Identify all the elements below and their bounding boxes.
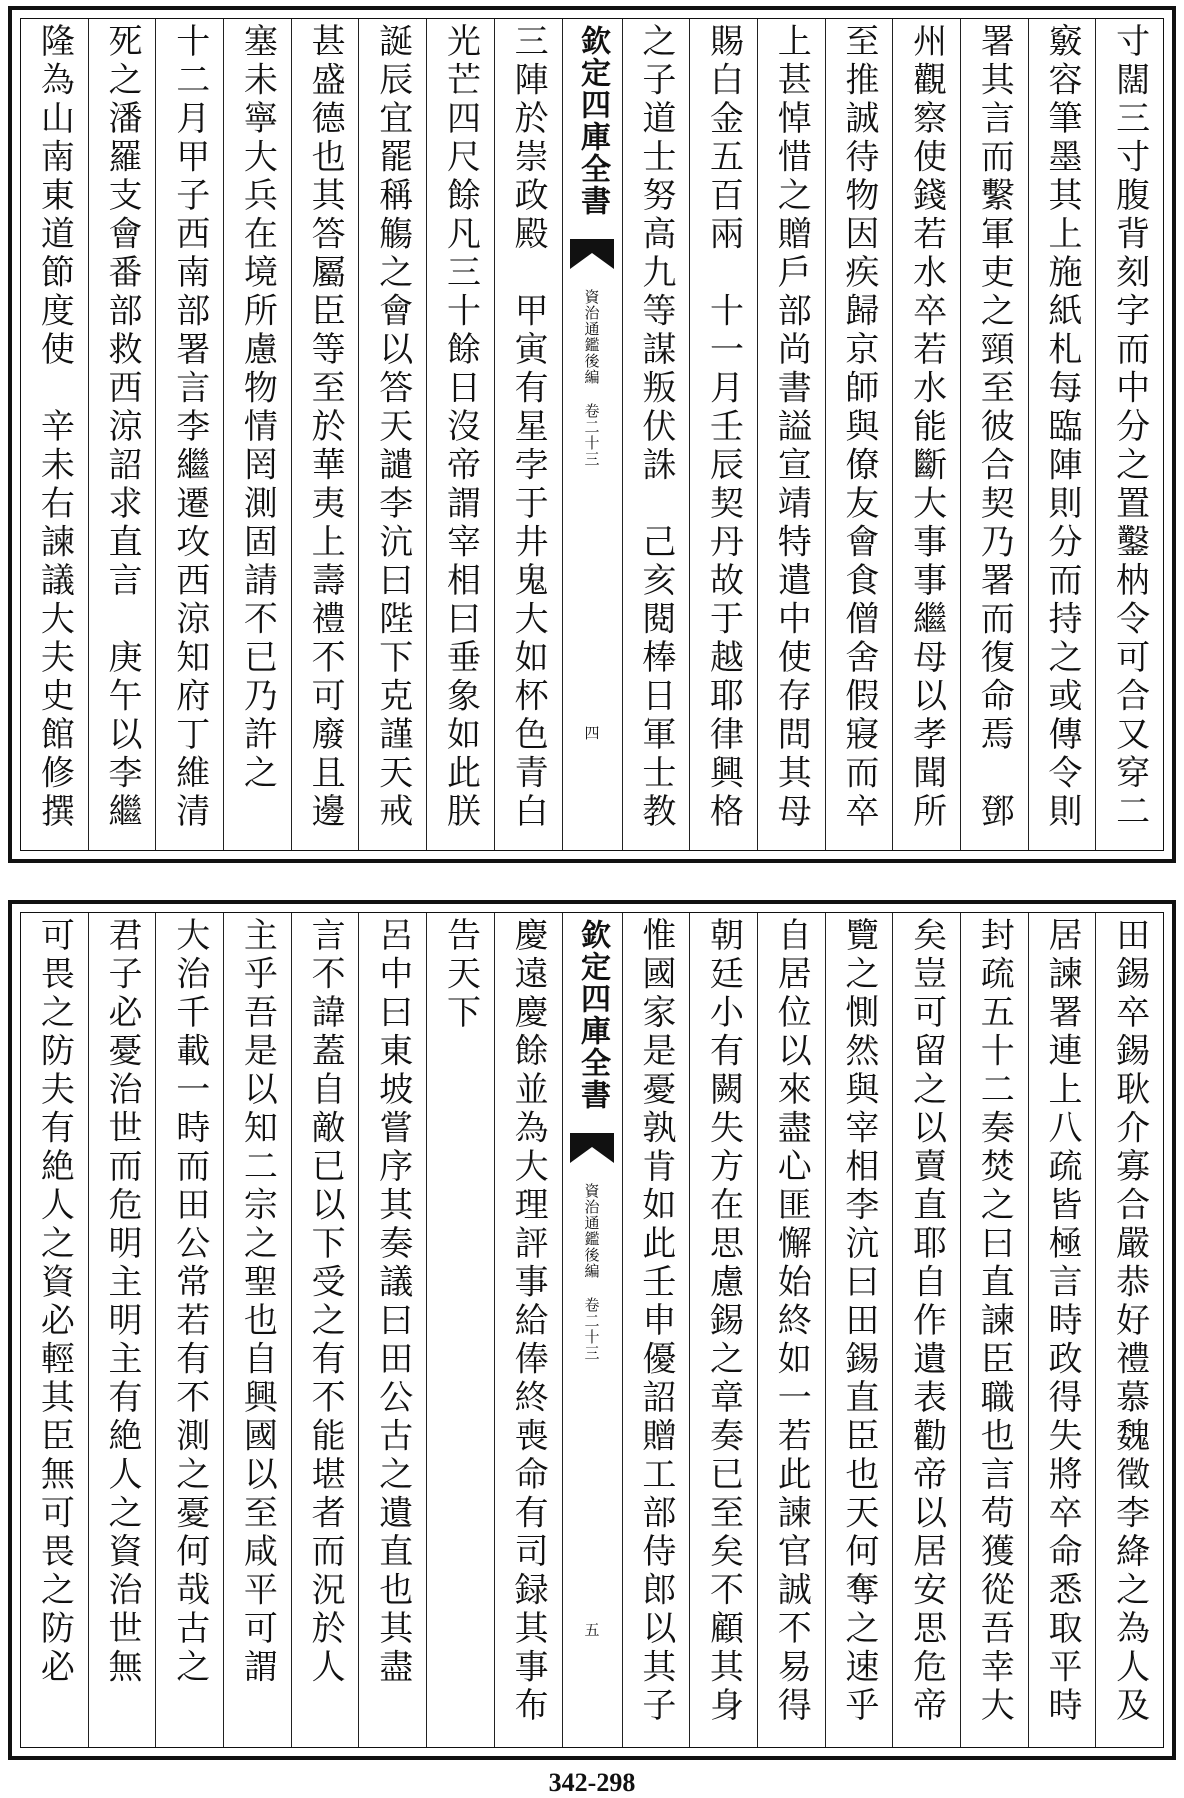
text-column [21, 19, 88, 850]
fishtail-mark-icon [568, 237, 616, 271]
text-column [960, 913, 1028, 1747]
text-column [1028, 19, 1096, 850]
text-column [757, 913, 825, 1747]
column-text: 州觀察使錢若水卒若水能斷大事事繼母以孝聞所 [906, 23, 947, 832]
column-text: 之子道士努高九等謀叛伏誅 己亥閱棒日軍士教 [635, 23, 676, 832]
column-text: 矣豈可留之以賣直耶自作遺表勸帝以居安思危帝 [906, 917, 947, 1726]
page-footer-label: 342-298 [548, 1768, 636, 1797]
column-text: 告天下 [440, 917, 481, 1033]
column-text: 死之潘羅支會番部救西涼詔求直言 庚午以李繼 [102, 23, 143, 832]
center-page-number: 五 [582, 1622, 601, 1637]
column-text: 封疏五十二奏焚之曰直諫臣職也言苟獲從吾幸大 [974, 917, 1015, 1726]
text-column [88, 19, 156, 850]
text-column [622, 19, 690, 850]
text-column [689, 913, 757, 1747]
column-text: 慶遠慶餘並為大理評事給俸終喪命有司録其事布 [508, 917, 549, 1726]
column-text: 朝廷小有闕失方在思慮錫之章奏已至矣不顧其身 [703, 917, 744, 1726]
text-column [892, 19, 960, 850]
column-text: 署其言而繫軍吏之頸至彼合契乃署而復命焉 鄧 [974, 23, 1015, 832]
text-column [155, 913, 223, 1747]
column-text: 自居位以來盡心匪懈始終如一若此諫官誠不易得 [771, 917, 812, 1726]
center-page-number: 四 [582, 725, 601, 740]
column-text: 可畏之防夫有絶人之資必輕其臣無可畏之防必 [34, 917, 75, 1687]
center-book-title: 欽定四庫全書 [575, 25, 610, 217]
text-column [358, 913, 426, 1747]
text-column [1028, 913, 1096, 1747]
center-book-title: 欽定四庫全書 [575, 919, 610, 1111]
center-fold [562, 19, 622, 850]
center-volume: 卷二十三 [582, 1297, 601, 1361]
text-column [223, 19, 291, 850]
column-text: 居諫署連上八疏皆極言時政得失將卒命悉取平時 [1041, 917, 1082, 1726]
text-column [689, 19, 757, 850]
text-column [892, 913, 960, 1747]
text-column [426, 913, 494, 1747]
text-column [223, 913, 291, 1747]
column-text: 寸闊三寸腹背刻字而中分之置鑿枘令可合又穿二 [1109, 23, 1150, 832]
text-column [825, 913, 893, 1747]
text-column [21, 913, 88, 1747]
column-text: 主乎吾是以知二宗之聖也自興國以至咸平可謂 [237, 917, 278, 1687]
text-column [155, 19, 223, 850]
text-column [1095, 913, 1163, 1747]
text-column [426, 19, 494, 850]
center-fold [562, 913, 622, 1747]
text-column [757, 19, 825, 850]
fishtail-mark-icon [568, 1131, 616, 1165]
column-text: 大治千載一時而田公常若有不測之憂何哉古之 [169, 917, 210, 1687]
text-column [622, 913, 690, 1747]
column-text: 誕辰宜罷稱觴之會以答天譴李沆曰陛下克謹天戒 [372, 23, 413, 832]
column-text: 竅容筆墨其上施紙札每臨陣則分而持之或傳令則 [1041, 23, 1082, 832]
center-subtitle: 資治通鑑後編 [582, 1183, 601, 1279]
column-text: 隆為山南東道節度使 辛未右諫議大夫史館修撰 [34, 23, 75, 832]
text-column [1095, 19, 1163, 850]
text-column [960, 19, 1028, 850]
column-text: 田錫卒錫耿介寡合嚴恭好禮慕魏徵李絳之為人及 [1109, 917, 1150, 1726]
center-subtitle: 資治通鑑後編 [582, 289, 601, 385]
column-text: 塞未寧大兵在境所慮物情罔測固請不已乃許之 [237, 23, 278, 793]
column-text: 至推誠待物因疾歸京師與僚友會食僧舍假寢而卒 [838, 23, 879, 832]
column-text: 惟國家是憂孰肯如此壬申優詔贈工部侍郎以其子 [635, 917, 676, 1726]
column-text: 三陣於崇政殿 甲寅有星孛于井鬼大如杯色青白 [508, 23, 549, 832]
column-text: 賜白金五百兩 十一月壬辰契丹故于越耶律興格 [703, 23, 744, 832]
column-text: 光芒四尺餘凡三十餘日沒帝謂宰相曰垂象如此朕 [440, 23, 481, 832]
column-text: 甚盛德也其答屬臣等至於華夷上壽禮不可廢且邊 [305, 23, 346, 832]
column-text: 呂中曰東坡嘗序其奏議曰田公古之遺直也其盡 [372, 917, 413, 1687]
text-column [358, 19, 426, 850]
column-text: 言不諱蓋自敵已以下受之有不能堪者而況於人 [305, 917, 346, 1687]
column-text: 覽之惻然與宰相李沆曰田錫直臣也天何奪之速乎 [838, 917, 879, 1726]
column-text: 上甚悼惜之贈戶部尚書謚宣靖特遣中使存問其母 [771, 23, 812, 832]
column-text: 十二月甲子西南部署言李繼遷攻西涼知府丁維清 [169, 23, 210, 832]
text-column [825, 19, 893, 850]
center-volume: 卷二十三 [582, 403, 601, 467]
text-column [494, 913, 562, 1747]
top-page-frame [8, 6, 1176, 863]
text-column [291, 19, 359, 850]
column-text: 君子必憂治世而危明主明主有絶人之資治世無 [102, 917, 143, 1687]
bottom-page-columns [20, 912, 1164, 1748]
text-column [291, 913, 359, 1747]
text-column [494, 19, 562, 850]
text-column [88, 913, 156, 1747]
top-page-columns [20, 18, 1164, 851]
bottom-page-frame [8, 900, 1176, 1760]
